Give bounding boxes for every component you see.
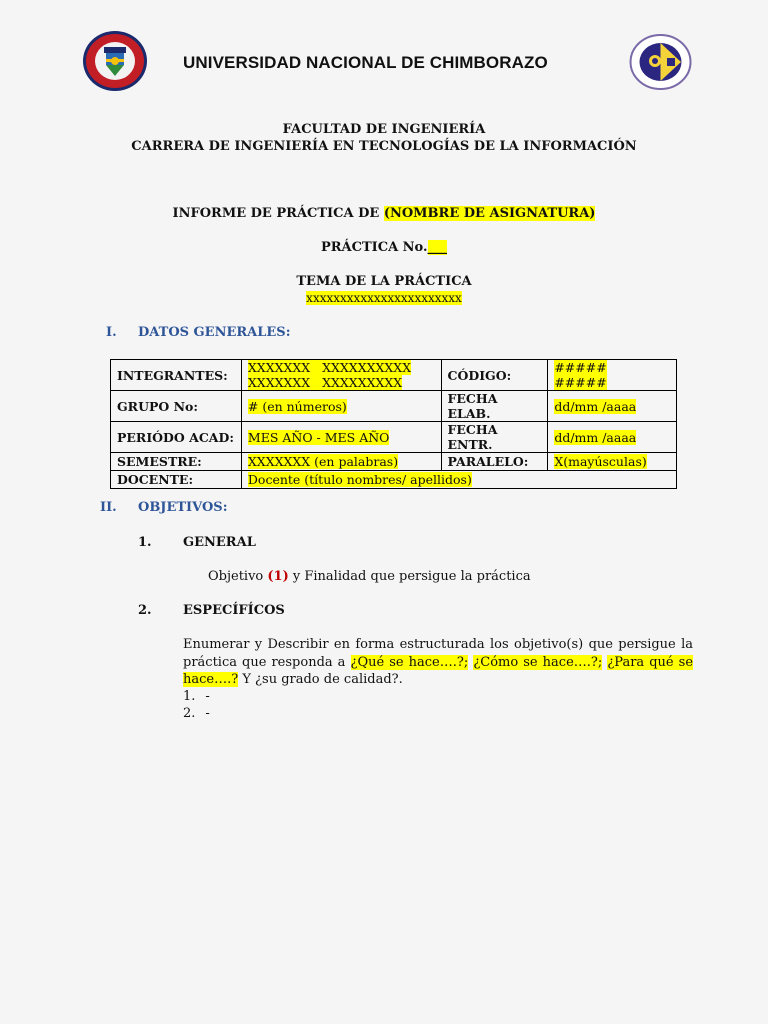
topic-label: TEMA DE LA PRÁCTICA (296, 274, 472, 289)
fecha-elab-value: dd/mm /aaaa (554, 398, 637, 414)
paralelo-label: PARALELO: (441, 453, 548, 471)
section-1-title: DATOS GENERALES: (138, 325, 291, 340)
university-title: UNIVERSIDAD NACIONAL DE CHIMBORAZO (183, 53, 548, 72)
periodo-value: MES AÑO - MES AÑO (247, 429, 390, 445)
question-how: ¿Cómo se hace….?; (473, 655, 603, 670)
fecha-entr-value: dd/mm /aaaa (554, 429, 637, 445)
specific-line-3-post: Y ¿su grado de calidad?. (238, 672, 403, 687)
codigo-2: ##### (554, 375, 607, 390)
general-number: 1. (138, 535, 152, 550)
list-item-number: 2. (183, 706, 196, 721)
specific-line-1: Enumerar y Describir en forma estructurada los objetivo(s) que persigue la (183, 637, 693, 652)
integrantes-label: INTEGRANTES: (111, 360, 242, 391)
report-title (0, 206, 768, 221)
table-row (111, 360, 677, 391)
integrantes-value (241, 360, 441, 391)
integrante-2: XXXXXXX XXXXXXXXX (247, 375, 403, 390)
general-objective-text (208, 569, 531, 584)
table-row (111, 422, 677, 453)
specific-line-3 (183, 672, 403, 687)
question-why-part1: ¿Para qué se (607, 655, 694, 670)
docente-value: Docente (título nombres/ apellidos) (247, 472, 472, 487)
section-2-number: II. (100, 500, 117, 515)
integrante-1: XXXXXXX XXXXXXXXXX (247, 360, 412, 375)
university-seal-logo (82, 30, 148, 92)
semestre-label: SEMESTRE: (111, 453, 242, 471)
list-item-number: 1. (183, 689, 196, 704)
table-row (111, 391, 677, 422)
general-footnote-mark: (1) (267, 569, 289, 584)
codigo-label: CÓDIGO: (441, 360, 548, 391)
general-title: GENERAL (183, 535, 256, 550)
fecha-elab-label: FECHA ELAB. (441, 391, 548, 422)
codigo-value (548, 360, 677, 391)
question-why-part2: hace….? (183, 672, 239, 687)
general-text-post: y Finalidad que persigue la práctica (288, 569, 531, 584)
practice-number-blank: ___ (427, 240, 448, 255)
career-name: CARRERA DE INGENIERÍA EN TECNOLOGÍAS DE LA INFORMACIÓN (131, 139, 637, 154)
fecha-elab-cell (548, 391, 677, 422)
table-row (111, 471, 677, 489)
specific-number: 2. (138, 603, 152, 618)
general-data-table (110, 359, 677, 489)
periodo-value-cell (241, 422, 441, 453)
list-item-text: - (205, 706, 210, 721)
report-title-subject: (NOMBRE DE ASIGNATURA) (383, 206, 596, 221)
section-2-title: OBJETIVOS: (138, 500, 228, 515)
specific-line-2-pre: práctica que responda a (183, 655, 351, 670)
grupo-label: GRUPO No: (111, 391, 242, 422)
grupo-value-cell (241, 391, 441, 422)
grupo-value: # (en números) (247, 398, 347, 414)
topic-value-line (0, 291, 768, 305)
list-item-text: - (205, 689, 210, 704)
general-text-pre: Objetivo (208, 569, 268, 584)
list-item (183, 689, 210, 704)
question-what: ¿Qué se hace….?; (350, 655, 469, 670)
docente-value-cell (241, 471, 676, 489)
report-title-prefix: INFORME DE PRÁCTICA DE (172, 206, 384, 221)
practice-number (0, 240, 768, 255)
specific-line-2 (183, 655, 693, 670)
docente-label: DOCENTE: (111, 471, 242, 489)
periodo-label: PERIÓDO ACAD: (111, 422, 242, 453)
topic-value: xxxxxxxxxxxxxxxxxxxxxxx (306, 291, 462, 305)
practice-label: PRÁCTICA No. (320, 240, 428, 255)
semestre-value-cell (241, 453, 441, 471)
faculty-engineering-logo (629, 34, 692, 90)
fecha-entr-cell (548, 422, 677, 453)
semestre-value: XXXXXXX (en palabras) (247, 454, 399, 469)
paralelo-value-cell (548, 453, 677, 471)
paralelo-value: X(mayúsculas) (554, 454, 647, 469)
list-item (183, 706, 210, 721)
codigo-1: ##### (554, 360, 607, 375)
faculty-name: FACULTAD DE INGENIERÍA (282, 122, 486, 137)
table-row (111, 453, 677, 471)
fecha-entr-label: FECHA ENTR. (441, 422, 548, 453)
specific-title: ESPECÍFÍCOS (183, 603, 285, 618)
section-1-number: I. (106, 325, 117, 340)
